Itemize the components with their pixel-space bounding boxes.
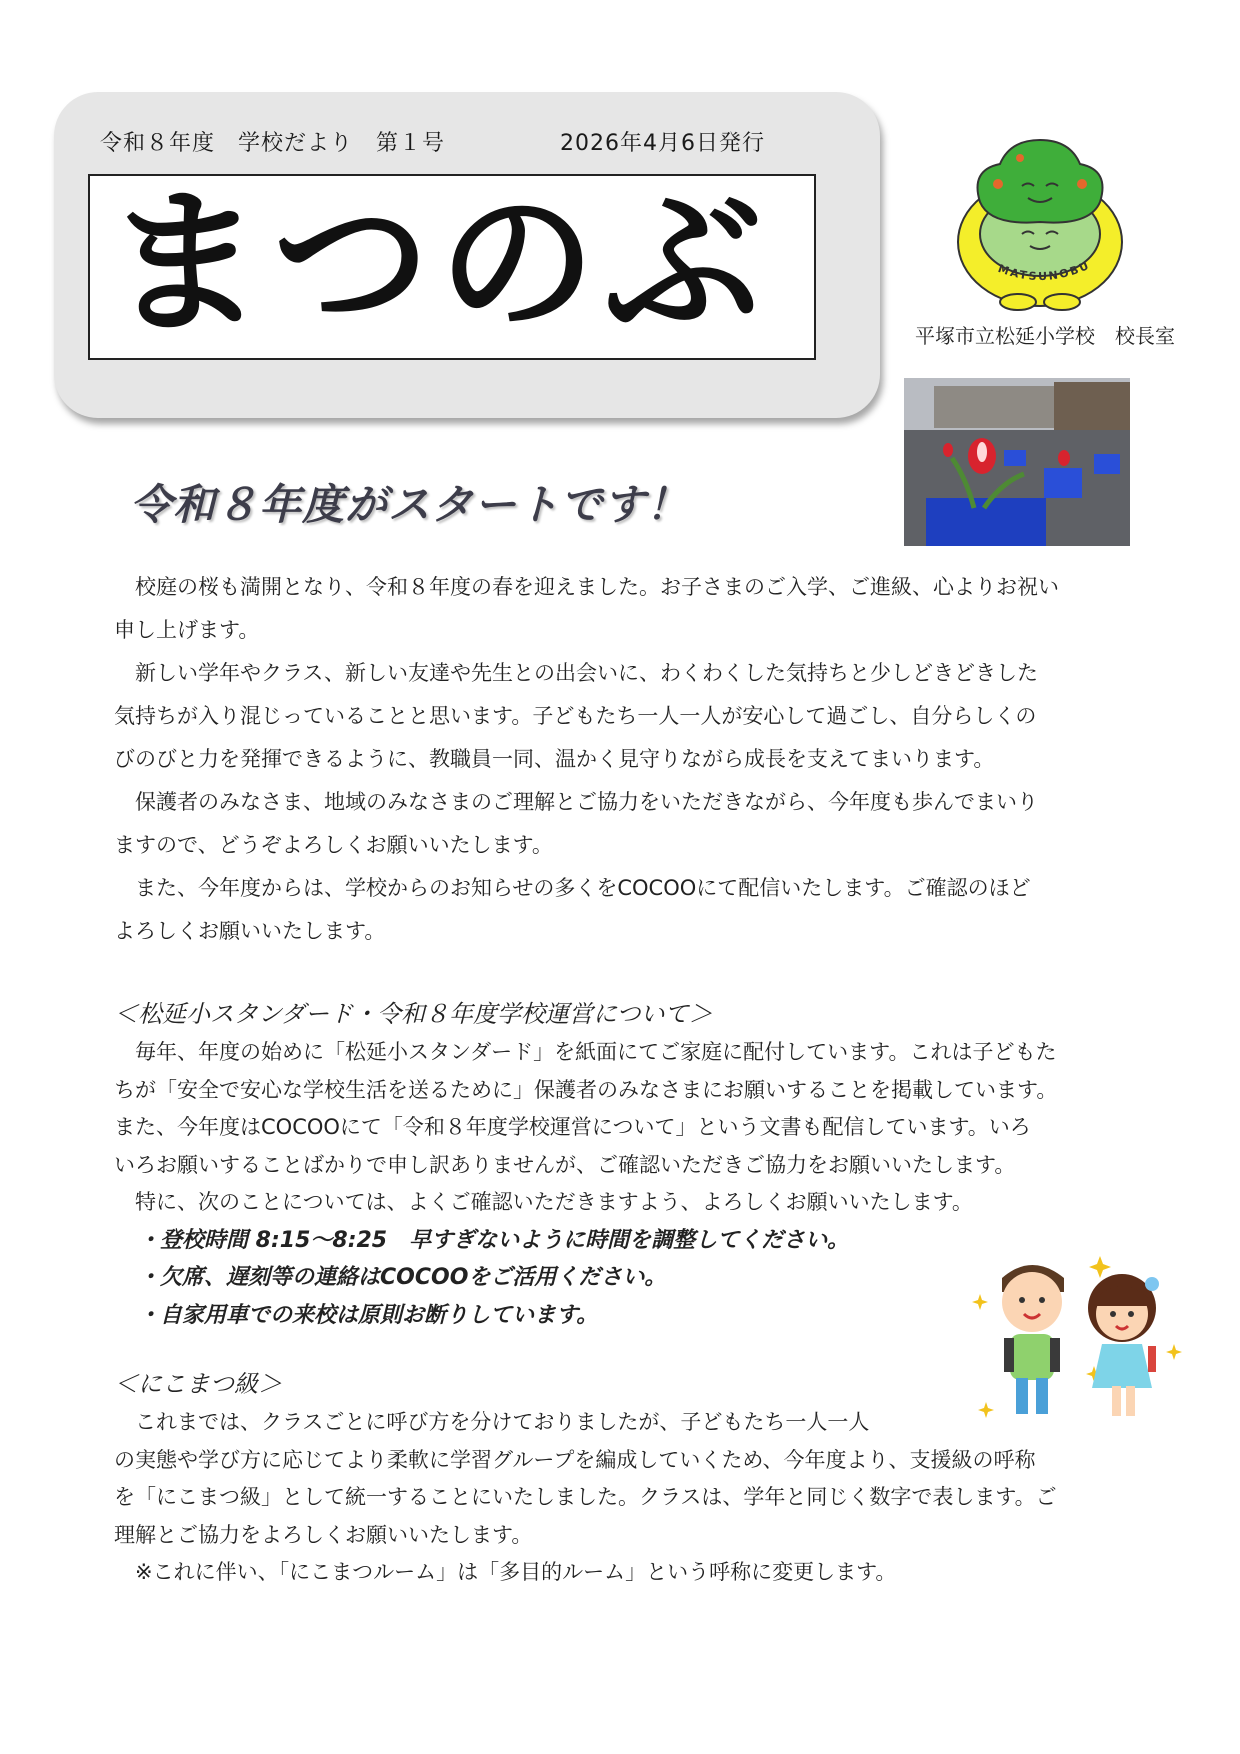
intro-line: 気持ちが入り混じっていることと思います。子どもたち一人一人が安心して過ごし、自分らしくの: [114, 704, 1037, 728]
boy-figure: [1002, 1265, 1064, 1414]
standard-line: いろお願いすることばかりで申し訳ありませんが、ご確認いただきご協力をお願いいたします。: [114, 1152, 1016, 1177]
school-name: 平塚市立松延小学校 校長室: [915, 324, 1175, 348]
intro-line: また、今年度からは、学校からのお知らせの多くをCOCOOにて配信いたします。ご確認のほど: [135, 876, 1031, 900]
intro-line: 校庭の桜も満開となり、令和８年度の春を迎えました。お子さまのご入学、ご進級、心よりお祝い: [135, 575, 1059, 599]
nikomatsu-line: の実態や学び方に応じてより柔軟に学習グループを編成していくため、今年度より、支援級の呼称: [114, 1447, 1036, 1472]
girl-figure: [1088, 1274, 1159, 1416]
intro-line: 保護者のみなさま、地域のみなさまのご理解とご協力をいただきながら、今年度も歩んでまいり: [135, 790, 1038, 814]
intro-line: 申し上げます。: [114, 618, 260, 642]
bullet-item: ・登校時間 8:15～8:25 早すぎないように時間を調整してください。: [138, 1227, 850, 1253]
standard-heading: ＜松延小スタンダード・令和８年度学校運営について＞: [114, 1000, 713, 1028]
intro-line: びのびと力を発揮できるように、教職員一同、温かく見守りながら成長を支えてまいります。: [114, 747, 995, 771]
headline: 令和８年度がスタートです！: [130, 480, 690, 529]
standard-line: 特に、次のことについては、よくご確認いただきますよう、よろしくお願いいたします。: [135, 1190, 973, 1214]
intro-line: よろしくお願いいたします。: [114, 919, 386, 943]
nikomatsu-text: [114, 1404, 1134, 1592]
tulip-photo: [904, 378, 1130, 546]
logo-text: MATSUNOBU: [996, 258, 1093, 284]
nikomatsu-note: ※これに伴い、「にこまつルーム」は「多目的ルーム」という呼称に変更します。: [135, 1560, 897, 1584]
issue-date: 2026年4月6日発行: [560, 131, 765, 156]
title-box: [88, 174, 816, 360]
school-mascot-logo: [940, 130, 1140, 315]
newsletter-title: まつのぶ: [106, 172, 770, 356]
standard-line: ちが「安全で安心な学校生活を送るために」保護者のみなさまにお願いすることを掲載しています。: [114, 1077, 1058, 1102]
bullet-item: ・欠席、遅刻等の連絡はCOCOOをご活用ください。: [138, 1265, 667, 1290]
intro-line: 新しい学年やクラス、新しい友達や先生との出会いに、わくわくした気持ちと少しどきどきした: [135, 661, 1038, 685]
intro-line: ますので、どうぞよろしくお願いいたします。: [114, 833, 553, 857]
nikomatsu-line: を「にこまつ級」として統一することにいたしました。クラスは、学年と同じく数字で表します。ご: [114, 1485, 1057, 1509]
nikomatsu-line: 理解とご協力をよろしくお願いいたします。: [114, 1522, 533, 1547]
issue-label: 令和８年度 学校だより 第１号: [100, 131, 446, 156]
nikomatsu-heading: ＜にこまつ級＞: [114, 1370, 282, 1398]
standard-line: 毎年、年度の始めに「松延小スタンダード」を紙面にてご家庭に配付しています。これは子どもた: [135, 1040, 1057, 1064]
intro-text: [114, 566, 1134, 953]
bullet-item: ・自家用車での来校は原則お断りしています。: [138, 1302, 599, 1328]
children-illustration: [972, 1248, 1192, 1426]
masthead: [54, 92, 880, 418]
nikomatsu-line: これまでは、クラスごとに呼び方を分けておりましたが、子どもたち一人一人: [135, 1410, 870, 1434]
standard-line: また、今年度はCOCOOにて「令和８年度学校運営について」という文書も配信しています。いろ: [114, 1115, 1031, 1139]
